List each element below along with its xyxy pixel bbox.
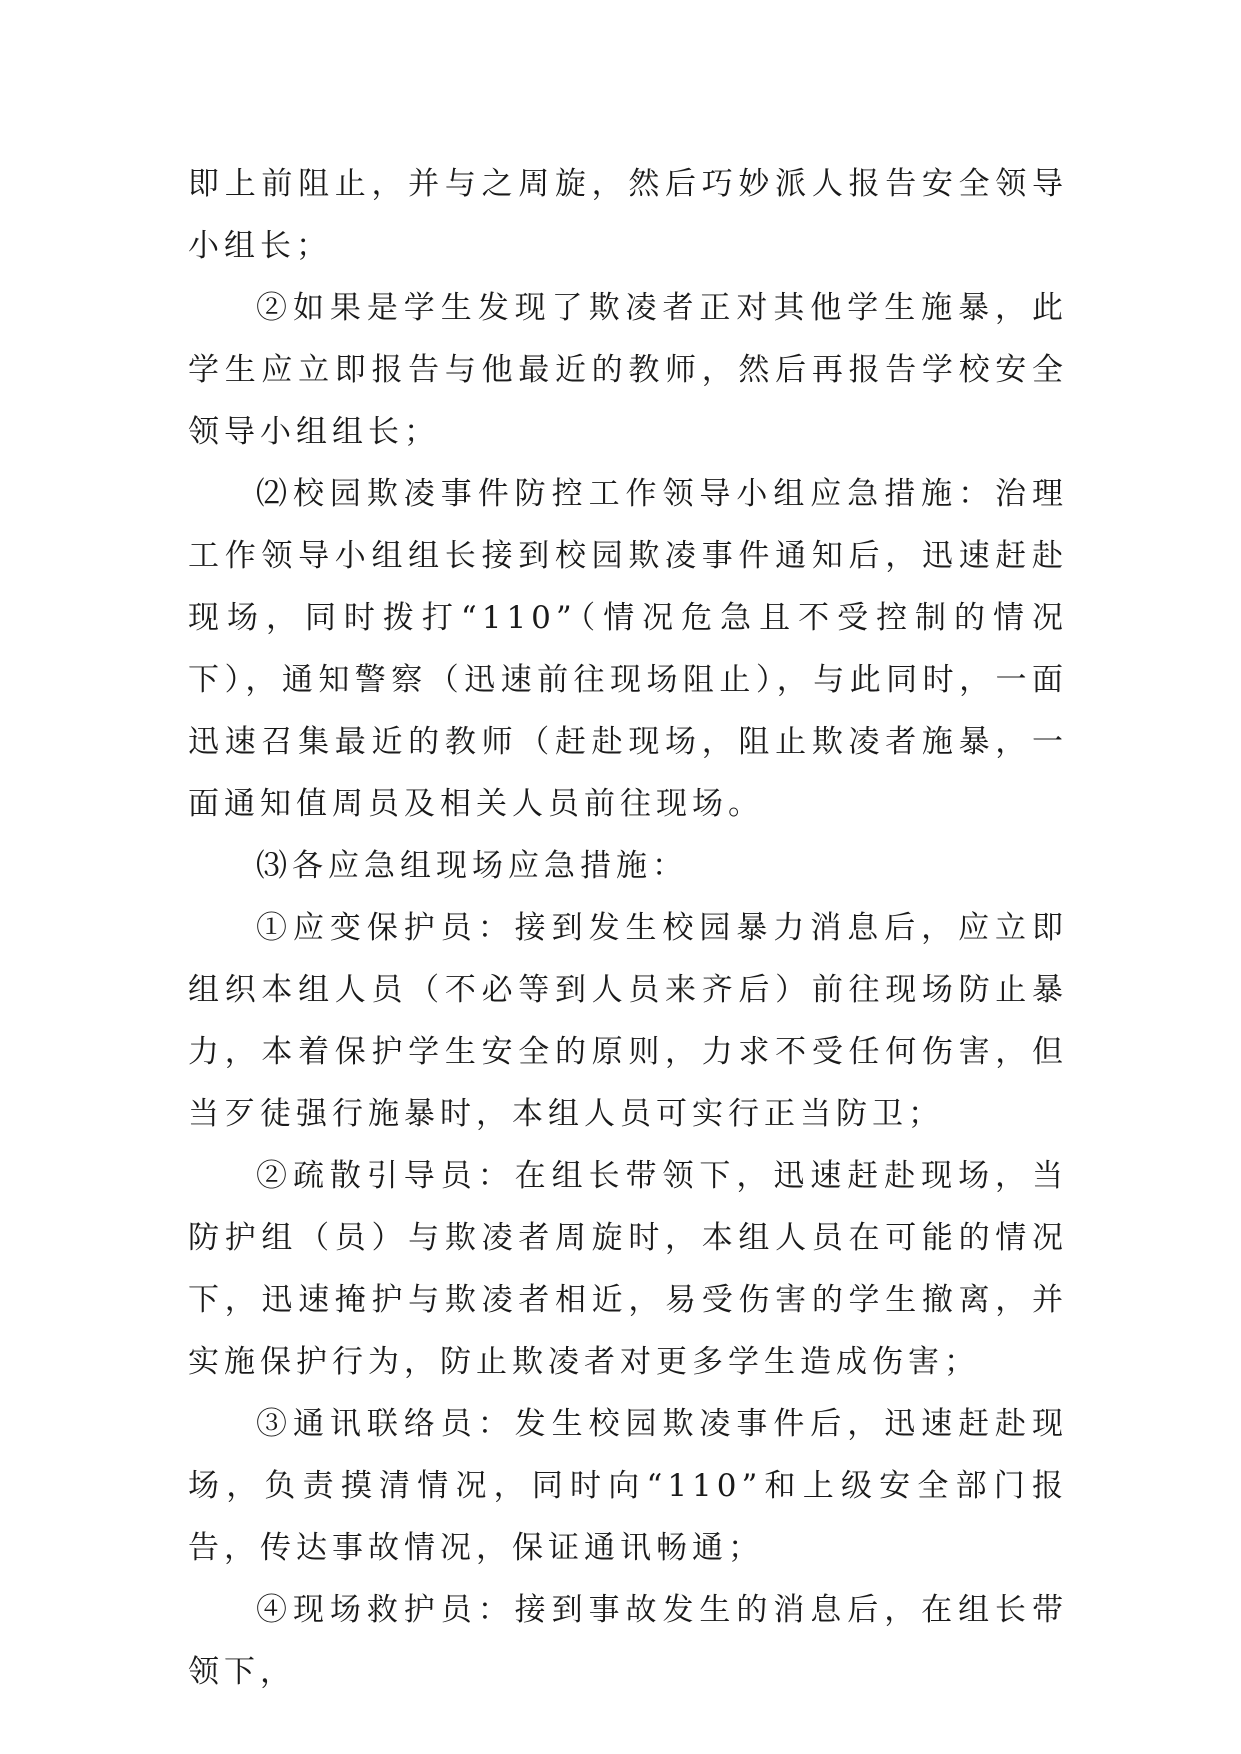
paragraph-2: ②如果是学生发现了欺凌者正对其他学生施暴，此学生应立即报告与他最近的教师，然后再报告学校安全领导小组组长； <box>188 290 1068 450</box>
paragraph-4: ⑶各应急组现场应急措施： <box>256 848 688 884</box>
paragraph-8: ④现场救护员：接到事故发生的消息后，在组长带领下， <box>188 1592 1068 1690</box>
paragraph-5: ①应变保护员：接到发生校园暴力消息后，应立即组织本组人员（不必等到人员来齐后）前往现场防止暴力，本着保护学生安全的原则，力求不受任何伤害，但当歹徒强行施暴时，本组人员可实行正当防卫； <box>188 910 1068 1132</box>
document-body <box>188 153 1068 1703</box>
paragraph-1: 即上前阻止，并与之周旋，然后巧妙派人报告安全领导小组长； <box>188 166 1068 264</box>
paragraph-7: ③通讯联络员：发生校园欺凌事件后，迅速赶赴现场，负责摸清情况，同时向“110”和上级安全部门报告，传达事故情况，保证通讯畅通； <box>188 1406 1068 1566</box>
paragraph-3: ⑵校园欺凌事件防控工作领导小组应急措施：治理工作领导小组组长接到校园欺凌事件通知后，迅速赶赴现场，同时拨打“110”（情况危急且不受控制的情况下），通知警察（迅速前往现场阻止），与此同时，一面迅速召集最近的教师（赶赴现场，阻止欺凌者施暴，一面通知值周员及相关人员前往现场。 <box>188 476 1068 822</box>
paragraph-6: ②疏散引导员：在组长带领下，迅速赶赴现场，当防护组（员）与欺凌者周旋时，本组人员在可能的情况下，迅速掩护与欺凌者相近，易受伤害的学生撤离，并实施保护行为，防止欺凌者对更多学生造成伤害； <box>188 1158 1068 1380</box>
